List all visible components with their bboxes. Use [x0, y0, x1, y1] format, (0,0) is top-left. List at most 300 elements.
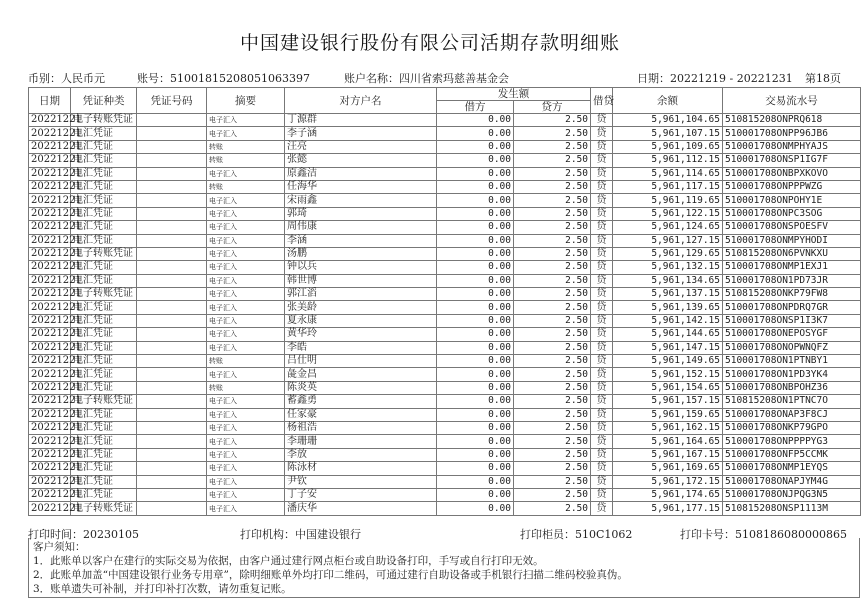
cell-counterparty: 潘庆华: [285, 502, 437, 515]
cell-credit: 2.50: [514, 247, 591, 260]
cell-date: 20221221: [29, 247, 71, 260]
cell-summary: 电子汇入: [207, 475, 285, 488]
cell-debit-credit: 贷: [591, 435, 613, 448]
cell-voucher-type: 电汇凭证: [71, 408, 137, 421]
cell-credit: 2.50: [514, 368, 591, 381]
cell-counterparty: 陈泳材: [285, 462, 437, 475]
cell-credit: 2.50: [514, 462, 591, 475]
cell-date: 20221221: [29, 234, 71, 247]
cell-debit: 0.00: [437, 381, 514, 394]
cell-debit-credit: 贷: [591, 355, 613, 368]
cell-summary: 电子汇入: [207, 421, 285, 434]
cell-debit-credit: 贷: [591, 502, 613, 515]
cell-serial: 510001708ON1PTNBY1: [723, 355, 861, 368]
cell-counterparty: 汤鹏: [285, 247, 437, 260]
account-name: 账户名称：四川省索玛慈善基金会: [344, 72, 509, 85]
cell-summary: 电子汇入: [207, 167, 285, 180]
cell-debit: 0.00: [437, 421, 514, 434]
cell-voucher-no: [137, 381, 207, 394]
cell-date: 20221221: [29, 355, 71, 368]
cell-credit: 2.50: [514, 194, 591, 207]
cell-date: 20221221: [29, 421, 71, 434]
cell-summary: 电子汇入: [207, 207, 285, 220]
cell-voucher-no: [137, 448, 207, 461]
cell-balance: 5,961,109.65: [613, 140, 723, 153]
cell-debit-credit: 贷: [591, 341, 613, 354]
cell-debit-credit: 贷: [591, 301, 613, 314]
cell-balance: 5,961,152.15: [613, 368, 723, 381]
cell-summary: 电子汇入: [207, 341, 285, 354]
cell-voucher-no: [137, 194, 207, 207]
header-date: 日期: [29, 88, 71, 114]
cell-voucher-no: [137, 261, 207, 274]
cell-credit: 2.50: [514, 395, 591, 408]
cell-date: 20221221: [29, 154, 71, 167]
header-credit: 贷方: [514, 101, 591, 114]
cell-voucher-type: 电汇凭证: [71, 435, 137, 448]
cell-serial: 510001708ONBPXKOVO: [723, 167, 861, 180]
cell-counterparty: 李皓: [285, 341, 437, 354]
cell-balance: 5,961,147.15: [613, 341, 723, 354]
cell-voucher-no: [137, 114, 207, 127]
cell-debit-credit: 贷: [591, 488, 613, 501]
cell-voucher-type: 电汇凭证: [71, 274, 137, 287]
notes-item: 2．此账单加盖“中国建设银行业务专用章”，除明细账单外均打印二维码，可通过建行自助设备或手机银行扫描二维码校验真伪。: [33, 569, 628, 581]
cell-credit: 2.50: [514, 314, 591, 327]
cell-date: 20221221: [29, 140, 71, 153]
cell-voucher-no: [137, 314, 207, 327]
table-row: [29, 167, 861, 180]
cell-voucher-no: [137, 395, 207, 408]
cell-summary: 电子汇入: [207, 435, 285, 448]
cell-summary: 电子汇入: [207, 274, 285, 287]
cell-counterparty: 任海华: [285, 180, 437, 193]
cell-counterparty: 丁源群: [285, 114, 437, 127]
cell-voucher-type: 电汇凭证: [71, 328, 137, 341]
cell-serial: 510815208ONPRQ618: [723, 114, 861, 127]
cell-debit: 0.00: [437, 274, 514, 287]
cell-debit: 0.00: [437, 448, 514, 461]
cell-debit-credit: 贷: [591, 448, 613, 461]
cell-voucher-no: [137, 462, 207, 475]
cell-credit: 2.50: [514, 180, 591, 193]
cell-counterparty: 李子涵: [285, 127, 437, 140]
table-row: [29, 127, 861, 140]
cell-summary: 电子汇入: [207, 288, 285, 301]
cell-serial: 510001708ONFP5CCMK: [723, 448, 861, 461]
cell-debit: 0.00: [437, 194, 514, 207]
cell-date: 20221221: [29, 448, 71, 461]
cell-credit: 2.50: [514, 475, 591, 488]
cell-counterparty: 黄华玲: [285, 328, 437, 341]
cell-balance: 5,961,157.15: [613, 395, 723, 408]
cell-credit: 2.50: [514, 154, 591, 167]
cell-summary: 转账: [207, 154, 285, 167]
cell-voucher-type: 电汇凭证: [71, 341, 137, 354]
table-row: [29, 301, 861, 314]
cell-debit-credit: 贷: [591, 261, 613, 274]
cell-debit-credit: 贷: [591, 381, 613, 394]
cell-date: 20221221: [29, 180, 71, 193]
cell-voucher-type: 电汇凭证: [71, 475, 137, 488]
cell-debit: 0.00: [437, 314, 514, 327]
cell-voucher-type: 电汇凭证: [71, 261, 137, 274]
cell-voucher-no: [137, 301, 207, 314]
table-row: [29, 140, 861, 153]
cell-serial: 510001708ONEPOSYGF: [723, 328, 861, 341]
cell-serial: 510815208ON1PTNC7O: [723, 395, 861, 408]
notes-item: 1．此账单以客户在建行的实际交易为依据，由客户通过建行网点柜台或自助设备打印，手写或自行打印无效。: [33, 555, 544, 567]
cell-serial: 510001708ON1PD3YK4: [723, 368, 861, 381]
ledger-body: [29, 114, 861, 516]
cell-serial: 510001708ONMP1EYQS: [723, 462, 861, 475]
cell-debit-credit: 贷: [591, 462, 613, 475]
cell-serial: 510001708ONMPYHODI: [723, 234, 861, 247]
header-counterparty: 对方户名: [285, 88, 437, 114]
cell-voucher-no: [137, 355, 207, 368]
cell-voucher-type: 电子转账凭证: [71, 288, 137, 301]
cell-counterparty: 宋雨鑫: [285, 194, 437, 207]
cell-balance: 5,961,144.65: [613, 328, 723, 341]
cell-counterparty: 丁子安: [285, 488, 437, 501]
cell-serial: 510001708ONBPOHZ36: [723, 381, 861, 394]
cell-voucher-type: 电汇凭证: [71, 301, 137, 314]
cell-debit: 0.00: [437, 288, 514, 301]
cell-summary: 电子汇入: [207, 368, 285, 381]
cell-counterparty: 李放: [285, 448, 437, 461]
cell-debit: 0.00: [437, 395, 514, 408]
cell-debit-credit: 贷: [591, 207, 613, 220]
cell-date: 20221221: [29, 328, 71, 341]
cell-date: 20221221: [29, 435, 71, 448]
cell-voucher-type: 电汇凭证: [71, 154, 137, 167]
cell-serial: 510001708ONJPQG3N5: [723, 488, 861, 501]
cell-voucher-type: 电汇凭证: [71, 140, 137, 153]
table-row: [29, 207, 861, 220]
cell-voucher-type: 电子转账凭证: [71, 247, 137, 260]
table-row: [29, 221, 861, 234]
cell-balance: 5,961,114.65: [613, 167, 723, 180]
cell-balance: 5,961,124.65: [613, 221, 723, 234]
document-title: 中国建设银行股份有限公司活期存款明细账: [239, 32, 620, 54]
cell-summary: 转账: [207, 355, 285, 368]
cell-counterparty: 汪亮: [285, 140, 437, 153]
cell-debit-credit: 贷: [591, 395, 613, 408]
cell-summary: 电子汇入: [207, 301, 285, 314]
table-row: [29, 368, 861, 381]
cell-date: 20221221: [29, 395, 71, 408]
cell-debit-credit: 贷: [591, 274, 613, 287]
cell-date: 20221221: [29, 488, 71, 501]
cell-summary: 电子汇入: [207, 261, 285, 274]
cell-serial: 510001708ONSP1I3K7: [723, 314, 861, 327]
cell-date: 20221221: [29, 167, 71, 180]
table-row: [29, 462, 861, 475]
cell-date: 20221221: [29, 314, 71, 327]
cell-debit-credit: 贷: [591, 127, 613, 140]
cell-voucher-no: [137, 234, 207, 247]
table-row: [29, 408, 861, 421]
cell-debit-credit: 贷: [591, 288, 613, 301]
cell-debit: 0.00: [437, 261, 514, 274]
cell-credit: 2.50: [514, 140, 591, 153]
cell-counterparty: 韩世博: [285, 274, 437, 287]
header-voucher-type: 凭证种类: [71, 88, 137, 114]
cell-debit: 0.00: [437, 180, 514, 193]
cell-credit: 2.50: [514, 448, 591, 461]
table-row: [29, 114, 861, 127]
cell-voucher-type: 电汇凭证: [71, 488, 137, 501]
cell-debit: 0.00: [437, 368, 514, 381]
table-row: [29, 475, 861, 488]
cell-credit: 2.50: [514, 114, 591, 127]
cell-balance: 5,961,107.15: [613, 127, 723, 140]
currency: 币别：人民币元: [28, 72, 105, 85]
cell-debit: 0.00: [437, 488, 514, 501]
cell-debit-credit: 贷: [591, 247, 613, 260]
cell-serial: 510001708ONKP79GPO: [723, 421, 861, 434]
cell-date: 20221221: [29, 261, 71, 274]
cell-debit-credit: 贷: [591, 221, 613, 234]
header-amount: 发生额: [437, 88, 591, 101]
cell-balance: 5,961,142.15: [613, 314, 723, 327]
cell-credit: 2.50: [514, 435, 591, 448]
cell-summary: 电子汇入: [207, 314, 285, 327]
cell-debit-credit: 贷: [591, 154, 613, 167]
print-time: 打印时间：20230105: [28, 528, 139, 541]
cell-summary: 电子汇入: [207, 502, 285, 515]
cell-summary: 电子汇入: [207, 221, 285, 234]
cell-debit-credit: 贷: [591, 328, 613, 341]
cell-serial: 510001708ONMP1EXJ1: [723, 261, 861, 274]
table-row: [29, 314, 861, 327]
ledger-table: [28, 87, 861, 516]
cell-debit-credit: 贷: [591, 167, 613, 180]
cell-voucher-type: 电汇凭证: [71, 194, 137, 207]
cell-summary: 电子汇入: [207, 395, 285, 408]
cell-summary: 电子汇入: [207, 127, 285, 140]
cell-credit: 2.50: [514, 408, 591, 421]
cell-serial: 510001708ONSPOESFV: [723, 221, 861, 234]
table-row: [29, 341, 861, 354]
cell-voucher-no: [137, 475, 207, 488]
cell-balance: 5,961,174.65: [613, 488, 723, 501]
cell-voucher-type: 电汇凭证: [71, 180, 137, 193]
table-row: [29, 355, 861, 368]
cell-credit: 2.50: [514, 355, 591, 368]
cell-debit: 0.00: [437, 247, 514, 260]
cell-serial: 510001708ON1PD73JR: [723, 274, 861, 287]
cell-voucher-no: [137, 502, 207, 515]
cell-counterparty: 吕仕明: [285, 355, 437, 368]
cell-summary: 电子汇入: [207, 462, 285, 475]
cell-credit: 2.50: [514, 381, 591, 394]
cell-credit: 2.50: [514, 301, 591, 314]
cell-credit: 2.50: [514, 288, 591, 301]
cell-date: 20221221: [29, 288, 71, 301]
cell-summary: 电子汇入: [207, 328, 285, 341]
cell-voucher-no: [137, 368, 207, 381]
cell-balance: 5,961,159.65: [613, 408, 723, 421]
cell-voucher-type: 电子转账凭证: [71, 395, 137, 408]
cell-debit: 0.00: [437, 435, 514, 448]
cell-credit: 2.50: [514, 261, 591, 274]
cell-debit-credit: 贷: [591, 408, 613, 421]
cell-voucher-no: [137, 167, 207, 180]
cell-credit: 2.50: [514, 488, 591, 501]
table-row: [29, 381, 861, 394]
date-range: 日期：20221219 - 20221231: [637, 72, 793, 85]
cell-serial: 510001708ONPC3SOG: [723, 207, 861, 220]
cell-voucher-type: 电子转账凭证: [71, 502, 137, 515]
cell-balance: 5,961,162.15: [613, 421, 723, 434]
cell-summary: 电子汇入: [207, 408, 285, 421]
print-counter: 打印柜员：510C1062: [520, 528, 633, 541]
customer-notes: [28, 538, 860, 598]
cell-summary: 转账: [207, 140, 285, 153]
cell-voucher-no: [137, 288, 207, 301]
table-row: [29, 274, 861, 287]
cell-date: 20221221: [29, 194, 71, 207]
cell-debit: 0.00: [437, 140, 514, 153]
cell-serial: 510001708ONSP1IG7F: [723, 154, 861, 167]
cell-date: 20221221: [29, 221, 71, 234]
header-voucher-no: 凭证号码: [137, 88, 207, 114]
cell-counterparty: 李珊珊: [285, 435, 437, 448]
cell-counterparty: 郭琦: [285, 207, 437, 220]
print-card: 打印卡号：5108186080000865: [680, 528, 847, 541]
cell-counterparty: 李涵: [285, 234, 437, 247]
cell-date: 20221221: [29, 127, 71, 140]
header-balance: 余额: [613, 88, 723, 114]
cell-credit: 2.50: [514, 167, 591, 180]
cell-serial: 510001708ONPP96JB6: [723, 127, 861, 140]
cell-debit-credit: 贷: [591, 180, 613, 193]
cell-debit: 0.00: [437, 114, 514, 127]
account-number: 账号：51001815208051063397: [137, 72, 310, 85]
cell-voucher-type: 电汇凭证: [71, 448, 137, 461]
cell-balance: 5,961,129.65: [613, 247, 723, 260]
cell-voucher-no: [137, 488, 207, 501]
cell-voucher-no: [137, 127, 207, 140]
cell-date: 20221221: [29, 381, 71, 394]
cell-voucher-type: 电汇凭证: [71, 381, 137, 394]
cell-debit-credit: 贷: [591, 314, 613, 327]
cell-counterparty: 夏永康: [285, 314, 437, 327]
notes-heading: 客户须知：: [33, 541, 86, 553]
cell-voucher-no: [137, 408, 207, 421]
cell-balance: 5,961,172.15: [613, 475, 723, 488]
cell-voucher-no: [137, 140, 207, 153]
cell-credit: 2.50: [514, 221, 591, 234]
cell-date: 20221221: [29, 368, 71, 381]
cell-balance: 5,961,177.15: [613, 502, 723, 515]
cell-voucher-type: 电汇凭证: [71, 355, 137, 368]
cell-debit: 0.00: [437, 221, 514, 234]
cell-serial: 510001708ONOPWNQFZ: [723, 341, 861, 354]
cell-counterparty: 钟以兵: [285, 261, 437, 274]
cell-serial: 510001708ONAP3F8CJ: [723, 408, 861, 421]
cell-debit: 0.00: [437, 127, 514, 140]
cell-voucher-no: [137, 435, 207, 448]
cell-date: 20221221: [29, 475, 71, 488]
cell-balance: 5,961,119.65: [613, 194, 723, 207]
cell-summary: 电子汇入: [207, 114, 285, 127]
cell-voucher-type: 电汇凭证: [71, 127, 137, 140]
cell-date: 20221221: [29, 341, 71, 354]
cell-counterparty: 原鑫洁: [285, 167, 437, 180]
cell-serial: 510815208ONSP1113M: [723, 502, 861, 515]
cell-serial: 510001708ONPPPWZG: [723, 180, 861, 193]
cell-voucher-no: [137, 221, 207, 234]
cell-serial: 510001708ONMPHYAJS: [723, 140, 861, 153]
cell-voucher-type: 电汇凭证: [71, 462, 137, 475]
cell-credit: 2.50: [514, 127, 591, 140]
cell-credit: 2.50: [514, 421, 591, 434]
cell-debit: 0.00: [437, 167, 514, 180]
table-row: [29, 488, 861, 501]
table-header-row: [29, 88, 861, 101]
header-serial: 交易流水号: [723, 88, 861, 114]
cell-voucher-no: [137, 341, 207, 354]
cell-debit-credit: 贷: [591, 475, 613, 488]
page-number: 第18页: [805, 72, 841, 85]
cell-credit: 2.50: [514, 234, 591, 247]
table-row: [29, 448, 861, 461]
table-row: [29, 261, 861, 274]
cell-debit: 0.00: [437, 502, 514, 515]
cell-debit: 0.00: [437, 475, 514, 488]
cell-debit: 0.00: [437, 341, 514, 354]
table-row: [29, 154, 861, 167]
cell-voucher-no: [137, 180, 207, 193]
cell-date: 20221221: [29, 301, 71, 314]
cell-debit: 0.00: [437, 355, 514, 368]
print-org: 打印机构：中国建设银行: [240, 528, 361, 541]
cell-date: 20221221: [29, 207, 71, 220]
cell-voucher-type: 电汇凭证: [71, 314, 137, 327]
cell-debit: 0.00: [437, 408, 514, 421]
cell-debit-credit: 贷: [591, 194, 613, 207]
cell-debit: 0.00: [437, 154, 514, 167]
cell-summary: 电子汇入: [207, 247, 285, 260]
cell-counterparty: 蓄鑫勇: [285, 395, 437, 408]
cell-counterparty: 郭江滔: [285, 288, 437, 301]
cell-voucher-no: [137, 328, 207, 341]
cell-voucher-no: [137, 207, 207, 220]
cell-credit: 2.50: [514, 328, 591, 341]
cell-counterparty: 张美龄: [285, 301, 437, 314]
cell-debit: 0.00: [437, 328, 514, 341]
cell-debit-credit: 贷: [591, 140, 613, 153]
cell-balance: 5,961,167.15: [613, 448, 723, 461]
cell-counterparty: 尹钦: [285, 475, 437, 488]
cell-serial: 510001708ONAPJYM4G: [723, 475, 861, 488]
cell-voucher-type: 电汇凭证: [71, 234, 137, 247]
cell-counterparty: 周伟康: [285, 221, 437, 234]
table-row: [29, 502, 861, 515]
table-row: [29, 395, 861, 408]
cell-voucher-type: 电汇凭证: [71, 221, 137, 234]
cell-voucher-no: [137, 421, 207, 434]
cell-balance: 5,961,104.65: [613, 114, 723, 127]
cell-serial: 510001708ONPPPPYG3: [723, 435, 861, 448]
cell-serial: 510815208ONKP79FW8: [723, 288, 861, 301]
cell-voucher-no: [137, 154, 207, 167]
cell-voucher-type: 电汇凭证: [71, 167, 137, 180]
cell-balance: 5,961,134.65: [613, 274, 723, 287]
table-row: [29, 421, 861, 434]
